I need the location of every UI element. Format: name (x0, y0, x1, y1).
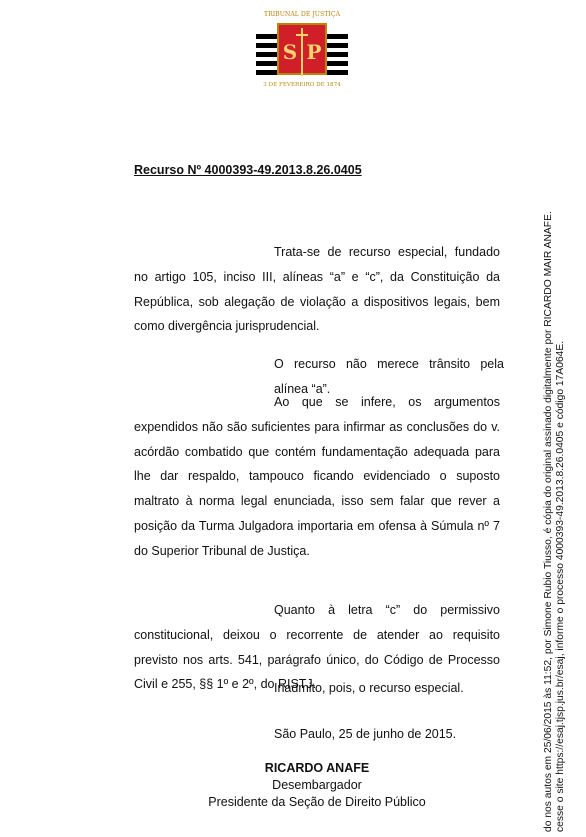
paragraph-3 (134, 390, 500, 564)
signatory-office: Presidente da Seção de Direito Público (208, 795, 426, 809)
paragraph-5 (274, 676, 504, 701)
case-number-title: Recurso Nº 4000393-49.2013.8.26.0405 (134, 163, 362, 177)
paragraph-6 (274, 722, 504, 747)
court-emblem-icon (254, 6, 350, 90)
signatory-name: RICARDO ANAFE (264, 761, 370, 775)
emblem-letter-left: S (282, 40, 298, 64)
court-name-text: TRIBUNAL DE JUSTIÇA (263, 11, 341, 18)
paragraph-4-text: Quanto à letra “c” do permissivo constitucional, deixou o recorrente de atender ao requisito previsto nos arts. 541, parágrafo único, do Código de Processo Civil e 255, §§ 1º e 2º, do RISTJ. (134, 603, 500, 692)
paragraph-1-text: Trata-se de recurso especial, fundado no artigo 105, inciso III, alíneas “a” e “c”, da Constituição da República, sob alegação de violação a dispositivos legais, bem como divergência jurisprudencial. (134, 245, 500, 334)
paragraph-5-text: Inadmito, pois, o recurso especial. (274, 681, 464, 695)
paragraph-3-text: Ao que se infere, os argumentos expendidos não são suficientes para infirmar as conclusões do v. acórdão combatido que contém fundamentação adequada para lhe dar respaldo, tampouco ficando evidenciado o suposto maltrato à norma legal enunciada, isso sem falar que rever a posição da Turma Julgadora importaria em ofensa à Súmula nº 7 do Superior Tribunal de Justiça. (134, 395, 500, 558)
digital-signature-sidebar (531, 6, 566, 832)
signature-verification-line-1: do nos autos em 25/06/2015 às 11:52, por Simone Rubio Tiusso, é cópia do original assinado digitalmente por RICARDO MAIR ANAFE. (543, 211, 554, 832)
date-line: São Paulo, 25 de junho de 2015. (274, 727, 457, 741)
paragraph-2-text: O recurso não merece trânsito pela alínea “a”. (274, 357, 504, 396)
court-founding-date: 3 DE FEVEREIRO DE 1874 (263, 82, 341, 88)
signatory-role: Desembargador (272, 778, 362, 792)
emblem-letter-right: P (306, 40, 322, 64)
signature-verification-line-2: cesse o site https://esaj.tjsp.jus.br/esaj, informe o processo 4000393-49.2013.8.26.0405 e código 17A064E. (555, 340, 566, 832)
court-emblem-logo (254, 6, 350, 90)
paragraph-1 (134, 240, 500, 339)
digital-signature-text (543, 6, 567, 832)
